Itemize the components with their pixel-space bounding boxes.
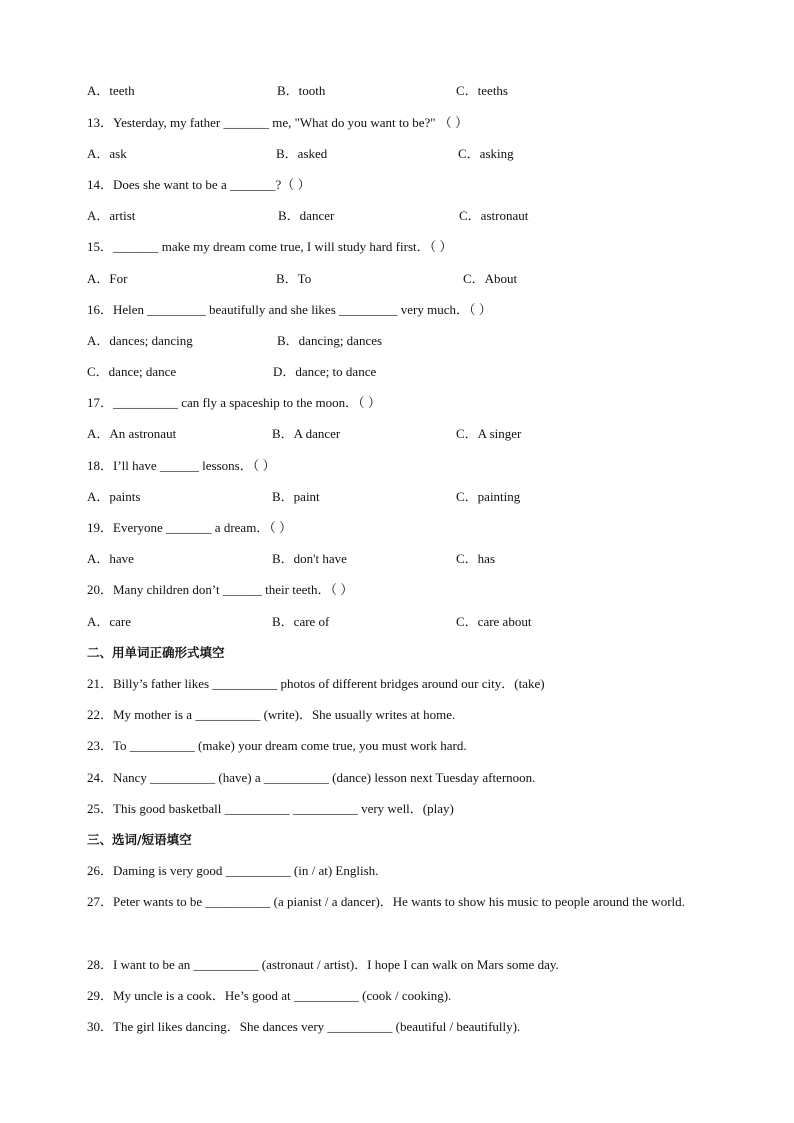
q20-option-c: C．care about bbox=[456, 614, 532, 629]
q16-options-row1 bbox=[87, 333, 707, 349]
question-29: 29．My uncle is a cook．He’s good at __________ (cook / cooking). bbox=[87, 988, 452, 1003]
question-15: 15．_______ make my dream come true, I will study hard first．（ ） bbox=[87, 239, 453, 254]
question-19: 19．Everyone _______ a dream．（ ） bbox=[87, 520, 293, 535]
q19-option-a: A．have bbox=[87, 551, 134, 566]
question-17: 17．__________ can fly a spaceship to the moon．（ ） bbox=[87, 395, 381, 410]
q13-options bbox=[87, 146, 707, 162]
q18-options bbox=[87, 489, 707, 505]
q18-option-c: C．painting bbox=[456, 489, 521, 504]
q15-option-a: A．For bbox=[87, 271, 128, 286]
question-28: 28．I want to be an __________ (astronaut / artist)．I hope I can walk on Mars some day. bbox=[87, 957, 559, 972]
q19-option-c: C．has bbox=[456, 551, 496, 566]
q14-option-b: B．dancer bbox=[278, 208, 335, 223]
q16-option-c: C．dance; dance bbox=[87, 364, 177, 379]
section-3-title: 三、选词/短语填空 bbox=[87, 832, 192, 847]
question-23: 23．To __________ (make) your dream come true, you must work hard. bbox=[87, 738, 467, 753]
question-14: 14．Does she want to be a _______?（ ） bbox=[87, 177, 311, 192]
q17-option-a: A．An astronaut bbox=[87, 426, 177, 441]
question-20: 20．Many children don’t ______ their teeth．（ ） bbox=[87, 582, 354, 597]
q14-options bbox=[87, 208, 707, 224]
q16-option-a: A．dances; dancing bbox=[87, 333, 193, 348]
q20-option-a: A．care bbox=[87, 614, 132, 629]
q17-option-b: B．A dancer bbox=[272, 426, 341, 441]
q20-option-b: B．care of bbox=[272, 614, 330, 629]
q16-option-b: B．dancing; dances bbox=[277, 333, 383, 348]
q16-option-d: D．dance; to dance bbox=[273, 364, 377, 379]
q12-option-b: B．tooth bbox=[277, 83, 326, 98]
q19-options bbox=[87, 551, 707, 567]
question-18: 18．I’ll have ______ lessons．（ ） bbox=[87, 458, 276, 473]
q14-option-a: A．artist bbox=[87, 208, 136, 223]
q15-option-b: B．To bbox=[276, 271, 312, 286]
q14-option-c: C．astronaut bbox=[459, 208, 529, 223]
q15-option-c: C．About bbox=[463, 271, 518, 286]
q13-option-c: C．asking bbox=[458, 146, 514, 161]
q13-option-b: B．asked bbox=[276, 146, 328, 161]
question-24: 24．Nancy __________ (have) a __________ (dance) lesson next Tuesday afternoon. bbox=[87, 770, 536, 785]
q13-option-a: A．ask bbox=[87, 146, 127, 161]
q17-options bbox=[87, 426, 707, 442]
q19-option-b: B．don't have bbox=[272, 551, 347, 566]
q18-option-b: B．paint bbox=[272, 489, 320, 504]
question-30: 30．The girl likes dancing．She dances very __________ (beautiful / beautifully). bbox=[87, 1019, 521, 1034]
question-13: 13．Yesterday, my father _______ me, "What do you want to be?" （ ） bbox=[87, 115, 469, 130]
q12-options bbox=[87, 83, 707, 99]
q18-option-a: A．paints bbox=[87, 489, 141, 504]
q16-options-row2 bbox=[87, 364, 707, 380]
section-2-title: 二、用单词正确形式填空 bbox=[87, 645, 225, 660]
q20-options bbox=[87, 614, 707, 630]
q15-options bbox=[87, 271, 707, 287]
question-27: 27．Peter wants to be __________ (a pianist / a dancer)．He wants to show his music to people around the world. bbox=[87, 894, 685, 909]
question-26: 26．Daming is very good __________ (in / at) English. bbox=[87, 863, 379, 878]
question-25: 25．This good basketball __________ __________ very well．(play) bbox=[87, 801, 454, 816]
q17-option-c: C．A singer bbox=[456, 426, 522, 441]
q12-option-c: C．teeths bbox=[456, 83, 508, 98]
question-22: 22．My mother is a __________ (write)．She usually writes at home. bbox=[87, 707, 456, 722]
question-21: 21．Billy’s father likes __________ photos of different bridges around our city．(take) bbox=[87, 676, 545, 691]
q12-option-a: A．teeth bbox=[87, 83, 135, 98]
question-16: 16．Helen _________ beautifully and she likes _________ very much．（ ） bbox=[87, 302, 492, 317]
